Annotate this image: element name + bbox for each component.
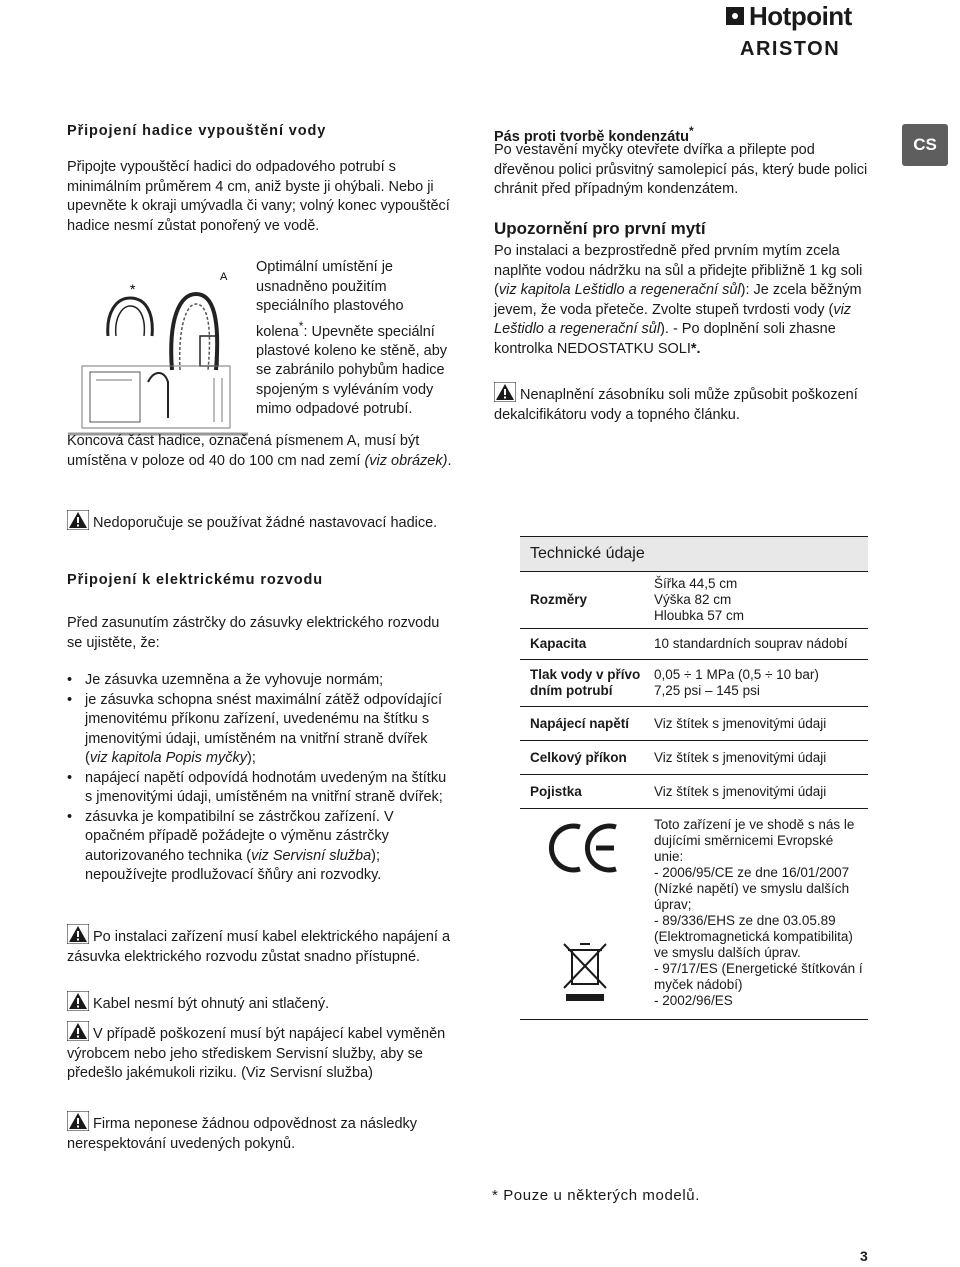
first-wash-ref: viz kapitola Leštidlo a regenerační sůl [498,282,741,298]
electric-intro: Před zasunutím zástrčky do zásuvky elektrického rozvodu se ujistěte, že: [67,615,440,651]
table-row [520,660,868,707]
table-row [520,707,868,741]
spec-value-line: 0,05 ÷ 1 MPa (0,5 ÷ 10 bar) [654,667,819,682]
hose-position-text [67,432,462,471]
language-tab: CS [902,124,948,166]
conformity-text: Toto zařízení je ve shodě s nás le dujícími směrnicemi Evropské unie: - 2006/95/CE ze dne 16/01/2007 (Nízké napětí) ve smyslu dalších úprav; - 89/336/EHS ze dne 03.05.89 (Elektromagnetická kompatibilita) ve smyslu dalších úprav. - 97/17/ES (Energetické štítkován í myček nádobí) - 2002/96/ES [654,817,863,1008]
first-wash-part: Po instalaci a bezprostředně před prvním mytím zcela naplňte vodou nádržku na sůl a přidejte přibližně 1 kg soli ( [494,243,863,298]
first-wash-text [494,242,879,359]
spec-label: Kapacita [530,636,587,651]
list-item [67,808,452,886]
spec-value-line: Výška 82 cm [654,592,732,607]
condensate-heading-text: Pás proti tvorbě kondenzátu [494,128,689,145]
spec-label: Celkový příkon [530,749,627,765]
condensate-star: * [688,124,694,138]
warning-damage-text: V případě poškození musí být napájecí kabel vyměněn výrobcem nebo jeho střediskem Servisní služby, aby se předešlo jakémukoli riziku. (Viz Servisní služba) [67,1026,446,1081]
list-item [67,671,452,691]
brand-name: Hotpoint [749,1,852,31]
bullet-ref: viz kapitola Popis myčky [89,750,247,766]
spec-value [654,630,868,658]
spec-label: Tlak vody v přívo dním potrubí [530,667,641,698]
drain-heading: Připojení hadice vypouštění vody [67,123,327,139]
bullet-text: zásuvka je kompatibilní se zástrčkou zařízení. V opačném případě požádejte o výměnu zástrčky autorizovaného technika ( [85,808,394,864]
warning-icon [67,1021,89,1041]
drain-text: Připojte vypouštěcí hadici do odpadového potrubí s minimálním průměrem 4 cm, aniž byste ji ohýbali. Nebo ji upevněte k okraji umývadla či vany; volný konec vypouštěcí hadice nesmí zůstat ponořený ve vodě. [67,159,450,234]
warning-icon [67,924,89,944]
warning-cable-damage [67,1021,452,1084]
technical-data-title: Technické údaje [520,536,868,572]
condensate-text: Po vestavění myčky otevřete dvířka a přilepte pod dřevěnou polici průsvitný samolepicí pás, který bude polici chránit před případným kondenzátem. [494,142,868,197]
spec-value-line: Viz štítek s jmenovitými údaji [654,749,827,765]
spec-value [654,661,868,705]
figure-label-a: A [220,271,228,283]
bullet-text: ); [246,750,256,766]
warning-icon [67,1111,89,1131]
spec-value-line: Hloubka 57 cm [654,608,745,623]
bullet-text: je zásuvka schopna snést maximální zátěž odpovídající jmenovitému příkonu zařízení, uvedenému na štítku s jmenovitými údaji, umístěném na vnitřní straně dvířek ( [85,691,443,766]
spec-value [654,710,868,738]
bullet-text: napájecí napětí odpovídá hodnotám uvedeným na štítku s jmenovitými údaji, umístěném na vnitřní straně dvířek; [85,769,447,805]
warning-cable-access [67,924,452,967]
brand-subname: ARISTON [740,38,841,60]
warning-bend-text: Kabel nesmí být ohnutý ani stlačený. [93,996,330,1012]
list-item [67,769,452,808]
list-item [67,691,452,769]
first-wash-ref: viz Leštidlo a regenerační sůl [494,301,852,337]
warning-salt [494,382,879,425]
footnote: * Pouze u některých modelů. [492,1187,700,1204]
warning-extension-text: Nedoporučuje se používat žádné nastavovací hadice. [93,515,438,531]
spec-label: Rozměry [530,592,588,607]
logo-mark-icon [726,7,744,25]
spec-value [654,570,868,630]
spec-label: Pojistka [530,783,582,799]
spec-value-line: 7,25 psi – 145 psi [654,683,760,698]
warning-icon [67,510,89,530]
first-wash-part: ): Je zcela běžným jevem, že voda přeteče. Zvolte stupeň tvrdosti vody ( [494,282,862,318]
warning-liability [67,1111,452,1154]
spec-value-line: Viz štítek s jmenovitými údaji [654,783,827,799]
warning-cable-text: Po instalaci zařízení musí kabel elektrického napájení a zásuvka elektrického rozvodu zůstat snadno přístupné. [67,929,451,965]
warning-salt-text: Nenaplnění zásobníku soli může způsobit poškození dekalcifikátoru vody a topného článku. [494,387,858,423]
hose-text-ref: (viz obrázek) [364,452,448,469]
spec-value [654,778,868,806]
spec-value-line: Šířka 44,5 cm [654,576,738,591]
spec-value-line: 10 standardních souprav nádobí [654,636,848,651]
drain-hose-figure [68,258,248,440]
hose-text-main: Koncová část hadice, označená písmenem A, musí být umístěna v poloze od 40 do 100 cm nad zemí [67,433,420,469]
caption-star: * [298,318,304,333]
bullet-text: Je zásuvka uzemněna a že vyhovuje normám; [85,672,384,688]
electric-checklist [67,671,452,886]
bullet-text: ); nepoužívejte prodlužovací šňůry ani rozvodky. [85,847,382,883]
warning-icon [494,382,516,402]
warning-icon [67,991,89,1011]
bullet-ref: viz Servisní služba [251,847,372,864]
warning-cable-bend [67,991,452,1015]
caption-part-a: Optimální umístění je usnadněno použitím speciálního plastového kolena [256,259,404,340]
spec-label: Napájecí napětí [530,715,630,731]
warning-liability-text: Firma neponese žádnou odpovědnost za následky nerespektování uvedených pokynů. [67,1116,418,1152]
warning-extension-hoses [67,510,452,534]
electric-heading: Připojení k elektrickému rozvodu [67,572,324,588]
hose-text-end: . [447,452,452,469]
caption-part-b: : Upevněte speciální plastové koleno ke stěně, aby se zabránilo pohybům hadice spojeným s vyléváním vody mimo odpadové potrubí. [256,323,448,418]
table-row [520,629,868,660]
table-row [520,572,868,629]
spec-value-line: Viz štítek s jmenovitými údaji [654,715,827,731]
spec-value [654,744,868,772]
weee-bin-icon [562,940,608,1002]
figure-star: * [130,281,136,297]
table-row [520,775,868,809]
first-wash-star: *. [690,340,701,357]
figure-caption [256,258,456,420]
page-number: 3 [860,1248,868,1264]
first-wash-part: ). - Po doplnění soli zhasne kontrolka NEDOSTATKU SOLI [494,321,836,357]
table-row [520,741,868,775]
first-wash-heading: Upozornění pro první mytí [494,219,706,238]
brand-logo [726,2,876,60]
